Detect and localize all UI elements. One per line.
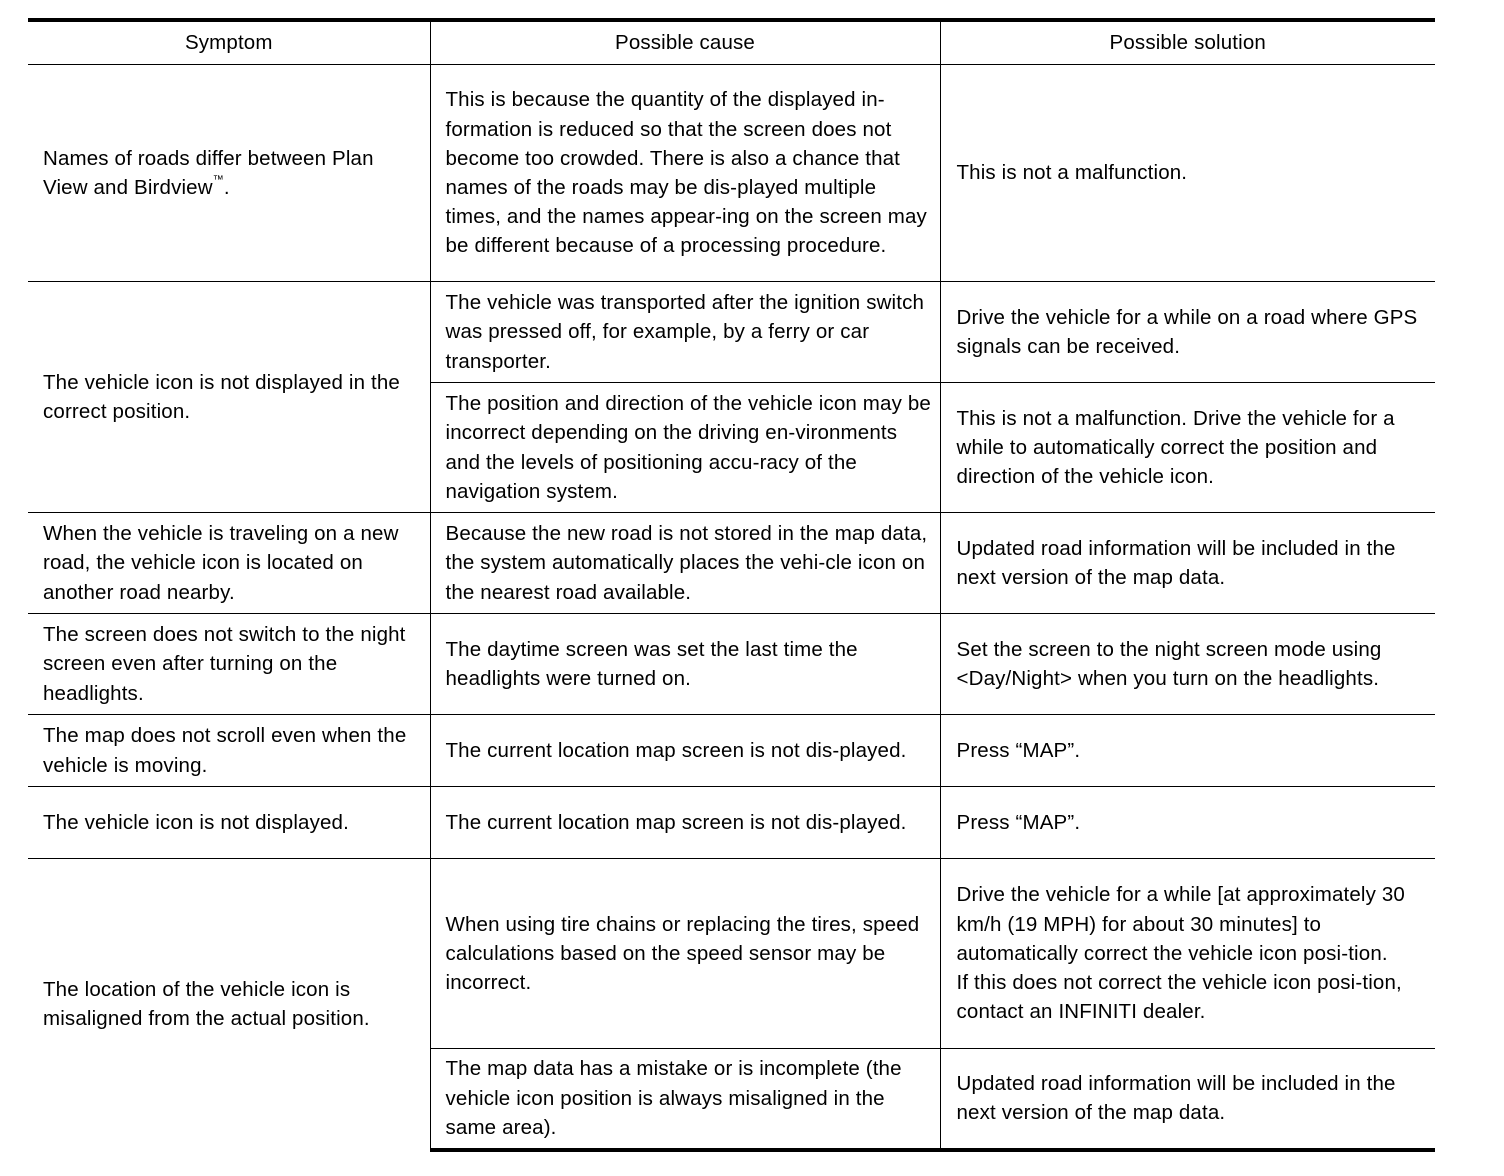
table-row — [28, 65, 1435, 282]
solution-cell — [940, 859, 1435, 1049]
symptom-cell: The screen does not switch to the night screen even after turning on the headlights. — [28, 614, 430, 715]
cause-cell: The daytime screen was set the last time the headlights were turned on. — [430, 614, 940, 715]
symptom-cell: When the vehicle is traveling on a new road, the vehicle icon is located on another road nearby. — [28, 513, 430, 614]
solution-cell: Updated road information will be included in the next version of the map data. — [940, 1049, 1435, 1150]
table-row — [28, 614, 1435, 715]
table-row — [28, 513, 1435, 614]
cause-cell: The map data has a mistake or is incomplete (the vehicle icon position is always misaligned in the same area). — [430, 1049, 940, 1150]
table-header-row — [28, 20, 1435, 65]
symptom-cell: The location of the vehicle icon is misaligned from the actual position. — [28, 859, 430, 1150]
trademark-mark: ™ — [212, 174, 224, 187]
cause-cell: The current location map screen is not dis-played. — [430, 715, 940, 787]
cause-cell: The vehicle was transported after the ignition switch was pressed off, for example, by a ferry or car transporter. — [430, 282, 940, 383]
table-row — [28, 859, 1435, 1049]
solution-cell: This is not a malfunction. — [940, 65, 1435, 282]
solution-extra-text: If this does not correct the vehicle icon posi-tion, contact an INFINITI dealer. — [956, 971, 1402, 1024]
table-row — [28, 282, 1435, 383]
solution-text: Drive the vehicle for a while [at approximately 30 km/h (19 MPH) for about 30 minutes] to automatically correct the vehicle icon posi-tion. — [956, 883, 1405, 965]
solution-cell: Drive the vehicle for a while on a road where GPS signals can be received. — [940, 282, 1435, 383]
symptom-cell: The vehicle icon is not displayed. — [28, 787, 430, 859]
cause-cell: The current location map screen is not dis-played. — [430, 787, 940, 859]
solution-cell: Press “MAP”. — [940, 787, 1435, 859]
symptom-cell: The map does not scroll even when the vehicle is moving. — [28, 715, 430, 787]
cause-cell: The position and direction of the vehicle icon may be incorrect depending on the driving en-vironments and the levels of positioning accu-racy of the navigation system. — [430, 383, 940, 513]
cause-cell: This is because the quantity of the displayed in-formation is reduced so that the screen does not become too crowded. There is also a chance that names of the roads may be dis-played multiple times, and the names appear-ing on the screen may be different because of a processing procedure. — [430, 65, 940, 282]
solution-cell: Updated road information will be included in the next version of the map data. — [940, 513, 1435, 614]
troubleshooting-table — [28, 18, 1435, 1152]
table-row — [28, 787, 1435, 859]
header-possible-cause: Possible cause — [430, 20, 940, 65]
cause-cell: Because the new road is not stored in the map data, the system automatically places the vehi-cle icon on the nearest road available. — [430, 513, 940, 614]
symptom-suffix: . — [223, 176, 230, 199]
cause-cell: When using tire chains or replacing the tires, speed calculations based on the speed sensor may be incorrect. — [430, 859, 940, 1049]
symptom-text: Names of roads differ between Plan View and Birdview — [43, 146, 374, 199]
symptom-cell: The vehicle icon is not displayed in the correct position. — [28, 282, 430, 513]
table-row — [28, 715, 1435, 787]
solution-cell: Press “MAP”. — [940, 715, 1435, 787]
header-possible-solution: Possible solution — [940, 20, 1435, 65]
solution-cell: Set the screen to the night screen mode using <Day/Night> when you turn on the headlights. — [940, 614, 1435, 715]
solution-cell: This is not a malfunction. Drive the vehicle for a while to automatically correct the position and direction of the vehicle icon. — [940, 383, 1435, 513]
symptom-cell — [28, 65, 430, 282]
header-symptom: Symptom — [28, 20, 430, 65]
